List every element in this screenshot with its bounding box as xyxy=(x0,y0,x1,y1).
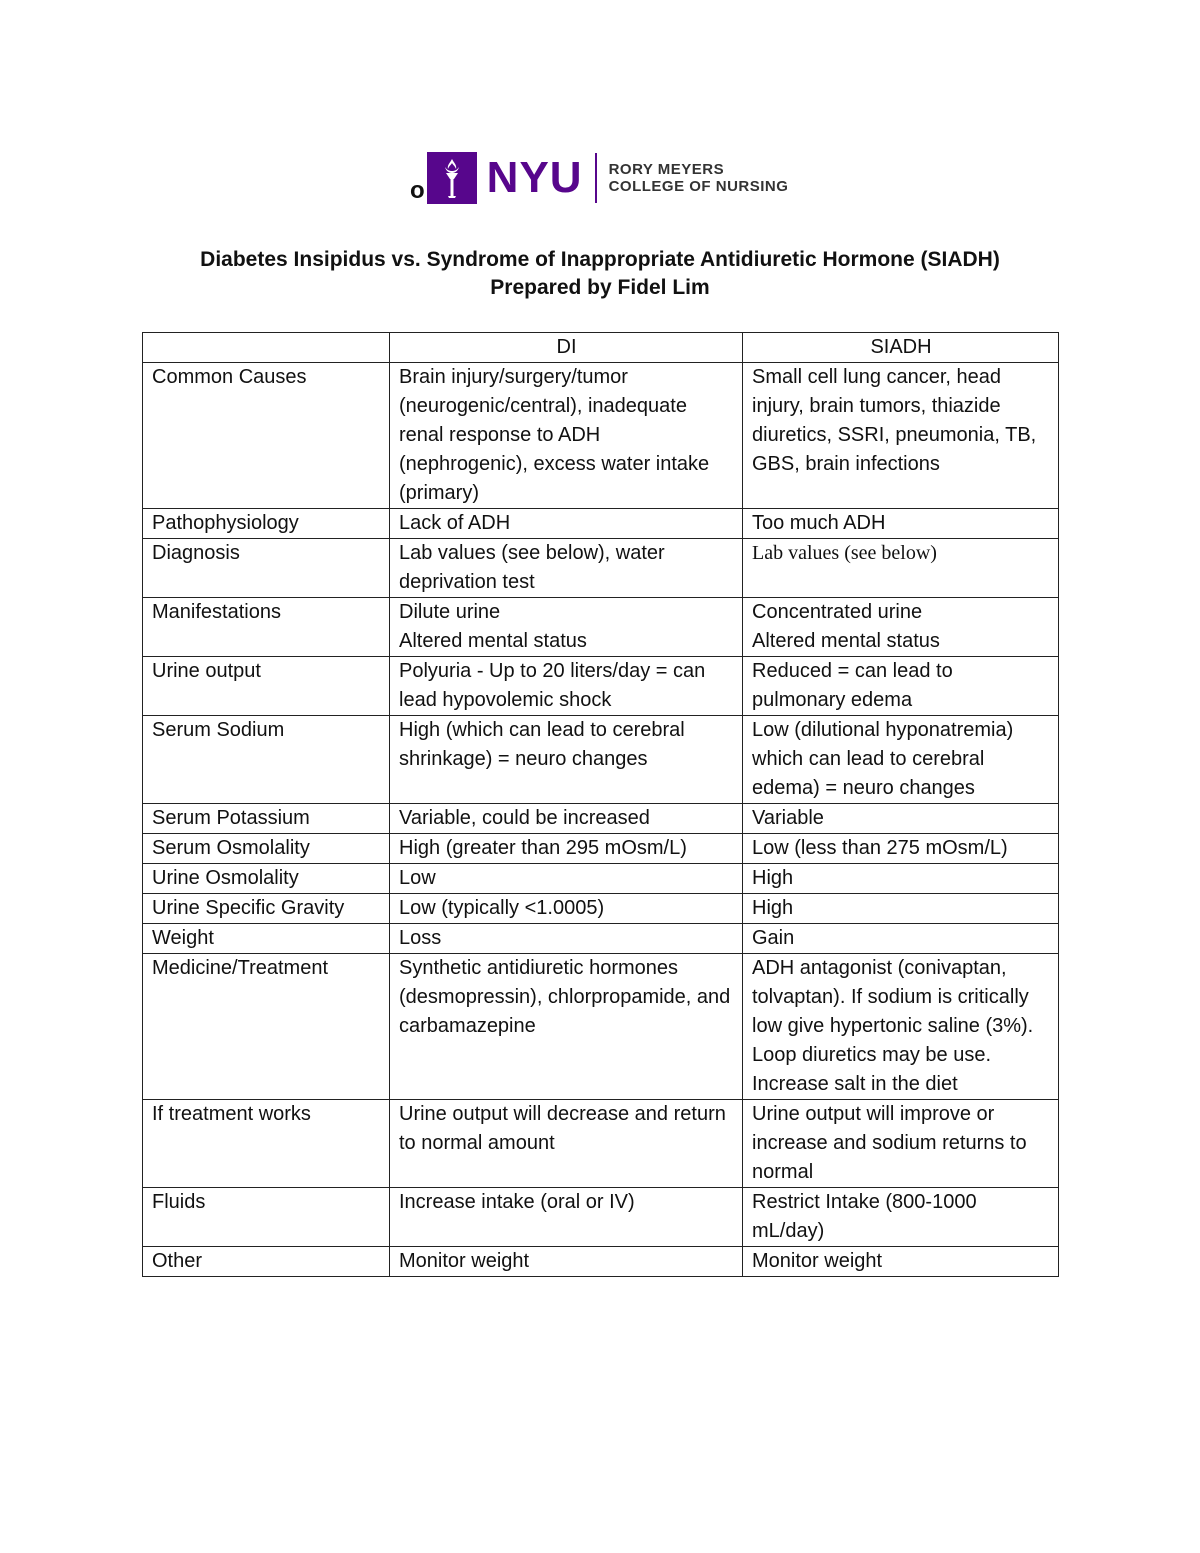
table-row xyxy=(143,363,1059,509)
di-cell-text: Low xyxy=(399,867,436,889)
siadh-cell xyxy=(743,834,1059,864)
di-cell-text: Variable, could be increased xyxy=(399,807,650,829)
table-row xyxy=(143,834,1059,864)
table-row xyxy=(143,864,1059,894)
siadh-cell-text: High xyxy=(752,897,794,919)
header-cell-di: DI xyxy=(390,333,743,363)
row-label: Diagnosis xyxy=(143,539,390,598)
row-label: Common Causes xyxy=(143,363,390,509)
row-label: Other xyxy=(143,1247,390,1277)
siadh-cell-text: Concentrated urine xyxy=(752,601,923,623)
di-cell xyxy=(390,834,743,864)
di-cell-text: Polyuria - Up to 20 liters/day = can lead hypovolemic shock xyxy=(399,660,706,711)
siadh-cell-text: Small cell lung cancer, head injury, brain tumors, thiazide diuretics, SSRI, pneumonia, TB, GBS, brain infections xyxy=(752,366,1037,475)
table-row xyxy=(143,598,1059,657)
siadh-cell xyxy=(743,1247,1059,1277)
table-row xyxy=(143,716,1059,804)
di-cell xyxy=(390,363,743,509)
row-label: Serum Sodium xyxy=(143,716,390,804)
table-header-row xyxy=(143,333,1059,363)
row-label: Urine Osmolality xyxy=(143,864,390,894)
di-cell-text: Lab values (see below), water deprivation test xyxy=(399,542,665,593)
siadh-cell xyxy=(743,864,1059,894)
di-cell-text: Increase intake (oral or IV) xyxy=(399,1191,635,1213)
siadh-cell-text: Too much ADH xyxy=(752,512,886,534)
di-cell-text: High (which can lead to cerebral shrinkage) = neuro changes xyxy=(399,719,685,770)
di-cell-text: Dilute urine xyxy=(399,601,501,623)
siadh-cell-text: ADH antagonist (conivaptan, tolvaptan). If sodium is critically low give hypertonic saline (3%). Loop diuretics may be use. Increase salt in the diet xyxy=(752,957,1034,1095)
di-cell-text: Synthetic antidiuretic hormones (desmopressin), chlorpropamide, and carbamazepine xyxy=(399,957,731,1037)
di-cell-text: High (greater than 295 mOsm/L) xyxy=(399,837,687,859)
row-label: Weight xyxy=(143,924,390,954)
torch-icon xyxy=(427,152,477,204)
document-title: Diabetes Insipidus vs. Syndrome of Inappropriate Antidiuretic Hormone (SIADH) xyxy=(200,248,1000,271)
row-label: Medicine/Treatment xyxy=(143,954,390,1100)
row-label: Fluids xyxy=(143,1188,390,1247)
siadh-cell xyxy=(743,894,1059,924)
table-row xyxy=(143,954,1059,1100)
siadh-cell-text: High xyxy=(752,867,794,889)
header-cell-blank xyxy=(143,333,390,363)
row-label: Urine output xyxy=(143,657,390,716)
di-cell-text: Lack of ADH xyxy=(399,512,511,534)
row-label: Serum Potassium xyxy=(143,804,390,834)
school-name-line2: COLLEGE OF NURSING xyxy=(608,178,789,195)
table-row xyxy=(143,924,1059,954)
di-cell xyxy=(390,954,743,1100)
di-cell xyxy=(390,1188,743,1247)
header-cell-siadh: SIADH xyxy=(743,333,1059,363)
siadh-cell xyxy=(743,598,1059,657)
table-row xyxy=(143,1247,1059,1277)
row-label: Urine Specific Gravity xyxy=(143,894,390,924)
di-cell xyxy=(390,864,743,894)
table-row xyxy=(143,1188,1059,1247)
di-cell-text: Brain injury/surgery/tumor (neurogenic/central), inadequate renal response to ADH (nephrogenic), excess water intake (primary) xyxy=(399,366,710,504)
stray-mark: o xyxy=(410,177,425,204)
table-row xyxy=(143,804,1059,834)
di-cell xyxy=(390,716,743,804)
siadh-cell-text: Lab values (see below) xyxy=(752,542,937,564)
siadh-cell xyxy=(743,804,1059,834)
siadh-cell-text: Low (less than 275 mOsm/L) xyxy=(752,837,1008,859)
siadh-cell-text: Altered mental status xyxy=(752,630,940,652)
row-label: If treatment works xyxy=(143,1100,390,1188)
school-name xyxy=(609,161,789,195)
siadh-cell-text: Reduced = can lead to pulmonary edema xyxy=(752,660,953,711)
di-cell-text: Low (typically <1.0005) xyxy=(399,897,605,919)
siadh-cell xyxy=(743,716,1059,804)
siadh-cell xyxy=(743,924,1059,954)
document-title-block xyxy=(0,246,1200,302)
di-cell-text: Monitor weight xyxy=(399,1250,530,1272)
comparison-table xyxy=(142,332,1059,1277)
row-label: Manifestations xyxy=(143,598,390,657)
siadh-cell-text: Restrict Intake (800-1000 mL/day) xyxy=(752,1191,977,1242)
di-cell xyxy=(390,657,743,716)
di-cell-text: Altered mental status xyxy=(399,630,587,652)
row-label: Pathophysiology xyxy=(143,509,390,539)
di-cell-text: Loss xyxy=(399,927,442,949)
siadh-cell xyxy=(743,657,1059,716)
siadh-cell-text: Variable xyxy=(752,807,824,829)
siadh-cell-text: Gain xyxy=(752,927,795,949)
siadh-cell xyxy=(743,509,1059,539)
di-cell xyxy=(390,894,743,924)
di-cell xyxy=(390,509,743,539)
brand-wordmark: NYU xyxy=(486,153,583,202)
siadh-cell xyxy=(743,1188,1059,1247)
row-label: Serum Osmolality xyxy=(143,834,390,864)
table-row xyxy=(143,657,1059,716)
di-cell xyxy=(390,539,743,598)
nyu-logo xyxy=(410,150,788,206)
di-cell xyxy=(390,598,743,657)
siadh-cell xyxy=(743,363,1059,509)
siadh-cell-text: Urine output will improve or increase and sodium returns to normal xyxy=(752,1103,1027,1183)
school-name-line1: RORY MEYERS xyxy=(608,161,725,178)
siadh-cell xyxy=(743,954,1059,1100)
di-cell-text: Urine output will decrease and return to normal amount xyxy=(399,1103,726,1154)
di-cell xyxy=(390,924,743,954)
di-cell xyxy=(390,1100,743,1188)
siadh-cell xyxy=(743,1100,1059,1188)
siadh-cell-text: Monitor weight xyxy=(752,1250,883,1272)
logo-divider xyxy=(595,153,597,203)
document-subtitle: Prepared by Fidel Lim xyxy=(490,276,710,299)
di-cell xyxy=(390,804,743,834)
table-row xyxy=(143,894,1059,924)
siadh-cell xyxy=(743,539,1059,598)
siadh-cell-text: Low (dilutional hyponatremia) which can lead to cerebral edema) = neuro changes xyxy=(752,719,1014,799)
table-row xyxy=(143,509,1059,539)
table-row xyxy=(143,1100,1059,1188)
di-cell xyxy=(390,1247,743,1277)
table-row xyxy=(143,539,1059,598)
